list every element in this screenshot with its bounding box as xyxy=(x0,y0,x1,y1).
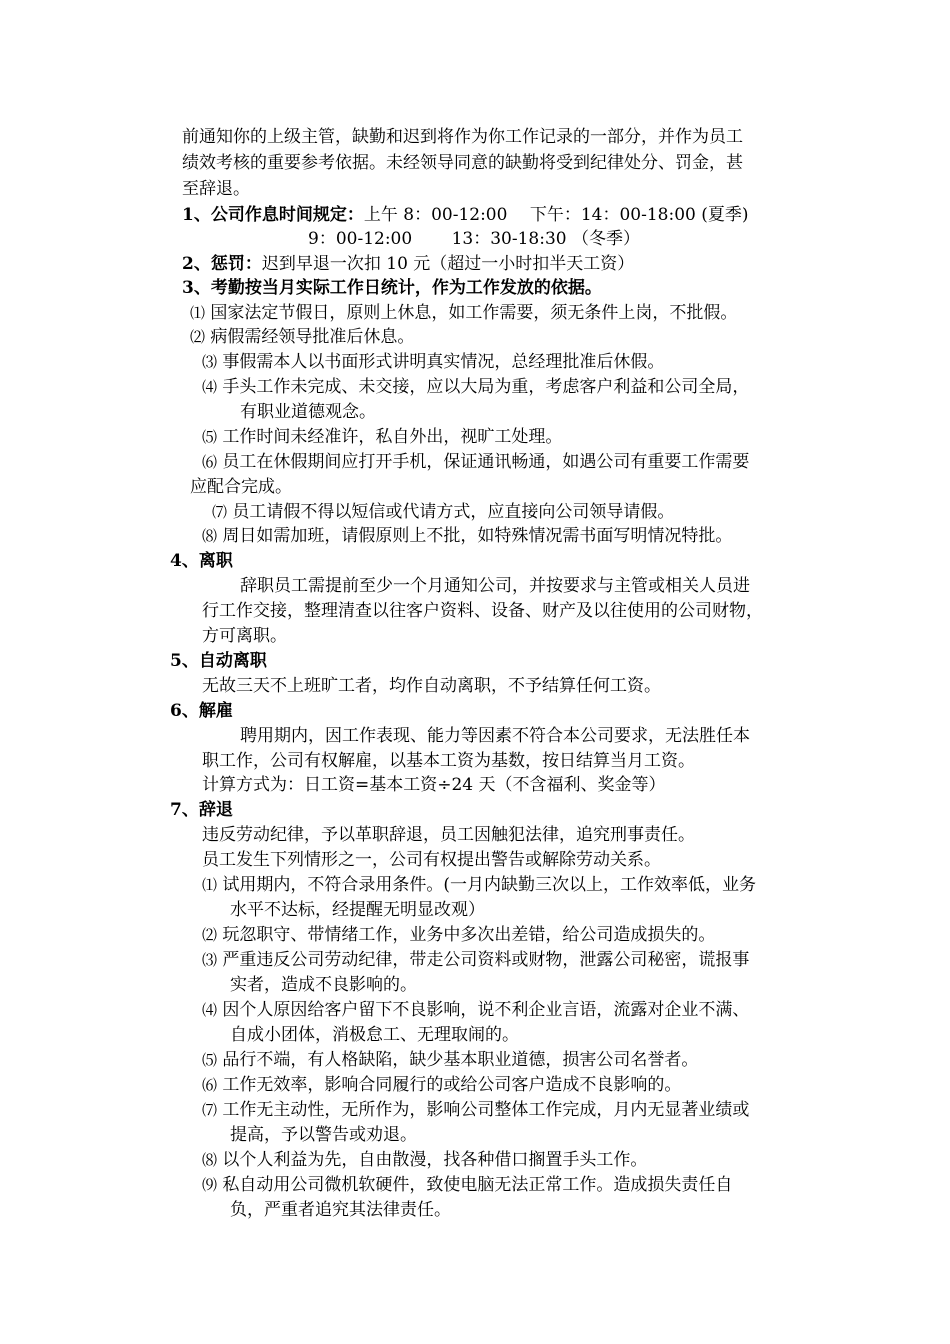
resign-line-3: 方可离职。 xyxy=(202,626,287,646)
list-item-cont: 水平不达标，经提醒无明显改观） xyxy=(230,900,485,920)
intro-line-2: 绩效考核的重要参考依据。未经领导同意的缺勤将受到纪律处分、罚金，甚 xyxy=(182,153,743,173)
list-item-cont: 自成小团体，消极怠工、无理取闹的。 xyxy=(230,1025,519,1045)
list-item: ⑻ 以个人利益为先，自由散漫，找各种借口搁置手头工作。 xyxy=(202,1150,648,1170)
list-item: ⑺ 员工请假不得以短信或代请方式，应直接向公司领导请假。 xyxy=(212,502,675,522)
list-item: ⑹ 员工在休假期间应打开手机，保证通讯畅通，如遇公司有重要工作需要 xyxy=(202,452,750,472)
list-item: ⑶ 严重违反公司劳动纪律，带走公司资料或财物，泄露公司秘密，谎报事 xyxy=(202,950,750,970)
list-item-cont: 实者，造成不良影响的。 xyxy=(230,975,417,995)
dismiss-line-3: 计算方式为：日工资=基本工资÷24 天（不含福利、奖金等） xyxy=(202,775,666,795)
fire-line-2: 员工发生下列情形之一，公司有权提出警告或解除劳动关系。 xyxy=(202,850,661,870)
schedule-summer: 上午 8：00-12:00 下午：14：00-18:00 (夏季) xyxy=(363,205,749,225)
dismiss-line-1: 聘用期内，因工作表现、能力等因素不符合本公司要求，无法胜任本 xyxy=(240,726,750,746)
list-item: ⑺ 工作无主动性，无所作为，影响公司整体工作完成，月内无显著业绩或 xyxy=(202,1100,750,1120)
section-2-heading: 2、惩罚： xyxy=(182,254,262,274)
list-item-cont: 有职业道德观念。 xyxy=(240,402,376,422)
auto-leave-text: 无故三天不上班旷工者，均作自动离职，不予结算任何工资。 xyxy=(202,676,661,696)
list-item: ⑹ 工作无效率，影响合同履行的或给公司客户造成不良影响的。 xyxy=(202,1075,682,1095)
section-7-heading: 7、辞退 xyxy=(170,800,233,820)
intro-line-1: 前通知你的上级主管，缺勤和迟到将作为你工作记录的一部分，并作为员工 xyxy=(182,127,743,147)
list-item: ⑸ 工作时间未经准许，私自外出，视旷工处理。 xyxy=(202,427,563,447)
section-3-heading: 3、考勤按当月实际工作日统计，作为工作发放的依据。 xyxy=(182,278,602,298)
list-item: ⑻ 周日如需加班，请假原则上不批，如特殊情况需书面写明情况特批。 xyxy=(202,526,733,546)
list-item: ⑷ 因个人原因给客户留下不良影响，说不利企业言语，流露对企业不满、 xyxy=(202,1000,750,1020)
fire-line-1: 违反劳动纪律，予以革职辞退，员工因触犯法律，追究刑事责任。 xyxy=(202,825,695,845)
list-item-cont: 应配合完成。 xyxy=(190,477,292,497)
list-item: ⑵ 病假需经领导批准后休息。 xyxy=(190,327,415,347)
list-item: ⑼ 私自动用公司微机软硬件，致使电脑无法正常工作。造成损失责任自 xyxy=(202,1175,733,1195)
list-item: ⑸ 品行不端，有人格缺陷，缺少基本职业道德，损害公司名誉者。 xyxy=(202,1050,699,1070)
resign-line-2: 行工作交接，整理清查以往客户资料、设备、财产及以往使用的公司财物， xyxy=(202,601,763,621)
list-item: ⑶ 事假需本人以书面形式讲明真实情况，总经理批准后休假。 xyxy=(202,352,665,372)
dismiss-line-2: 职工作，公司有权解雇，以基本工资为基数，按日结算当月工资。 xyxy=(202,751,695,771)
section-1-heading: 1、公司作息时间规定： xyxy=(182,205,364,225)
section-2 xyxy=(182,253,634,277)
list-item: ⑴ 试用期内，不符合录用条件。(一月内缺勤三次以上，工作效率低，业务 xyxy=(202,875,757,895)
list-item-cont: 负，严重者追究其法律责任。 xyxy=(230,1200,451,1220)
resign-line-1: 辞职员工需提前至少一个月通知公司，并按要求与主管或相关人员进 xyxy=(240,576,750,596)
list-item-cont: 提高，予以警告或劝退。 xyxy=(230,1125,417,1145)
intro-line-3: 至辞退。 xyxy=(182,179,250,199)
section-6-heading: 6、解雇 xyxy=(170,701,233,721)
penalty-text: 迟到早退一次扣 10 元（超过一小时扣半天工资） xyxy=(261,254,635,274)
list-item: ⑴ 国家法定节假日，原则上休息，如工作需要，须无条件上岗，不批假。 xyxy=(190,303,738,323)
list-item: ⑵ 玩忽职守、带情绪工作，业务中多次出差错，给公司造成损失的。 xyxy=(202,925,716,945)
list-item: ⑷ 手头工作未完成、未交接，应以大局为重，考虑客户利益和公司全局， xyxy=(202,377,750,397)
section-1 xyxy=(182,204,749,228)
section-5-heading: 5、自动离职 xyxy=(170,651,267,671)
schedule-winter: 9：00-12:00 13：30-18:30 （冬季） xyxy=(308,229,640,249)
section-4-heading: 4、离职 xyxy=(170,551,233,571)
